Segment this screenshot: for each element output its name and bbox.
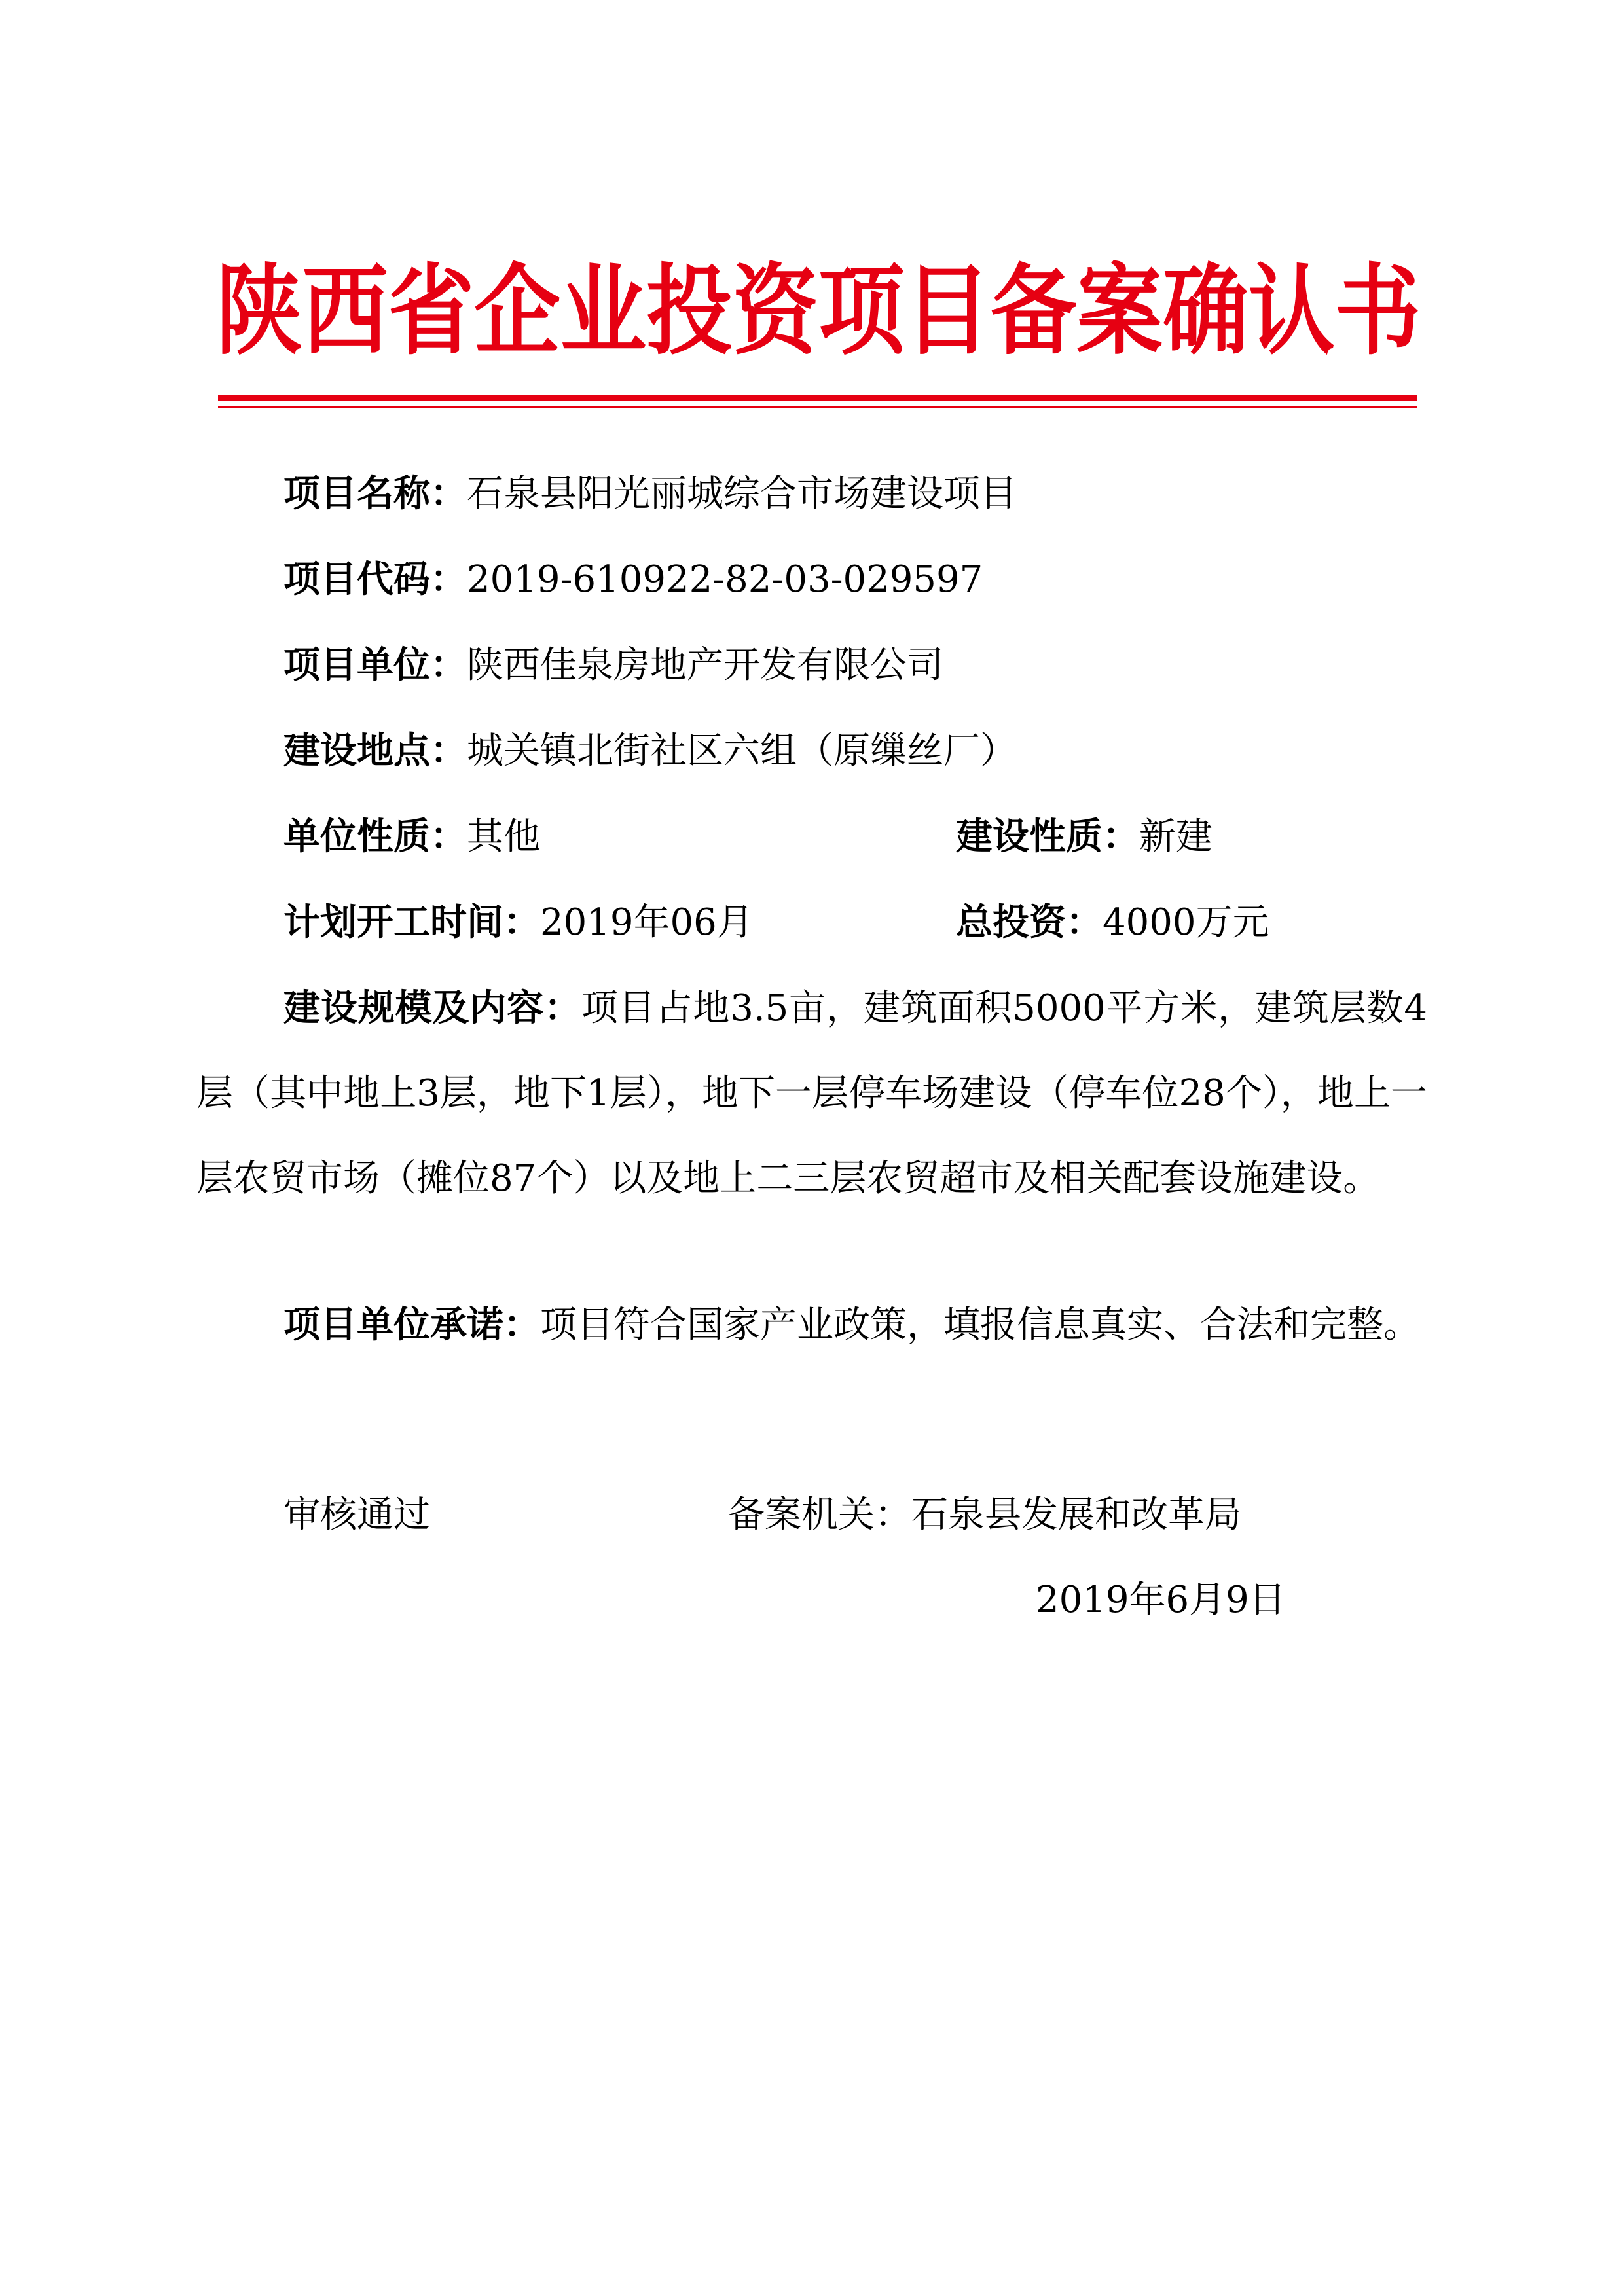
field-start-time	[283, 897, 754, 949]
project-name-label: 项目名称：	[283, 473, 467, 515]
field-unit-nature	[283, 811, 540, 863]
scope-paragraph	[196, 966, 1427, 1221]
title-rule-thick	[218, 395, 1417, 401]
filing-authority	[728, 1489, 1241, 1541]
project-code-label: 项目代码：	[283, 558, 467, 601]
total-investment-value: 4000万元	[1103, 901, 1269, 944]
field-project-name	[283, 468, 1017, 520]
total-investment-label: 总投资：	[956, 901, 1103, 944]
field-total-investment	[956, 897, 1269, 949]
project-code-value: 2019-610922-82-03-029597	[467, 558, 983, 601]
title-rule-thin	[218, 406, 1417, 408]
document-title: 陕西省企业投资项目备案确认书	[216, 253, 1421, 368]
scope-value: 项目占地3.5亩，建筑面积5000平方米，建筑层数4层（其中地上3层，地下1层），地下一层停车场建设（停车位28个），地上一层农贸市场（摊位87个）以及地上二三层农贸超市及相关配套设施建设。	[196, 987, 1428, 1200]
construction-nature-label: 建设性质：	[956, 816, 1139, 858]
field-location	[283, 725, 1017, 778]
unit-nature-label: 单位性质：	[283, 816, 467, 858]
filing-authority-name: 石泉县发展和改革局	[911, 1494, 1241, 1536]
approval-date: 2019年6月9日	[1036, 1579, 1286, 1621]
location-value: 城关镇北街社区六组（原缫丝厂）	[467, 730, 1017, 772]
field-construction-nature	[956, 811, 1213, 863]
start-time-label: 计划开工时间：	[283, 901, 540, 944]
project-unit-label: 项目单位：	[283, 644, 467, 687]
field-project-unit	[283, 639, 943, 692]
commitment-paragraph	[196, 1283, 1427, 1368]
construction-nature-value: 新建	[1139, 816, 1213, 858]
project-unit-value: 陕西佳泉房地产开发有限公司	[467, 644, 943, 687]
commitment-label: 项目单位承诺：	[283, 1304, 540, 1346]
project-name-value: 石泉县阳光丽城综合市场建设项目	[467, 473, 1017, 515]
filing-authority-label: 备案机关：	[728, 1494, 911, 1536]
start-time-value: 2019年06月	[540, 901, 754, 944]
field-project-code	[283, 554, 983, 606]
location-label: 建设地点：	[283, 730, 467, 772]
scope-label: 建设规模及内容：	[283, 987, 581, 1030]
commitment-value: 项目符合国家产业政策，填报信息真实、合法和完整。	[540, 1304, 1420, 1346]
approval-status: 审核通过	[283, 1494, 430, 1536]
unit-nature-value: 其他	[467, 816, 540, 858]
